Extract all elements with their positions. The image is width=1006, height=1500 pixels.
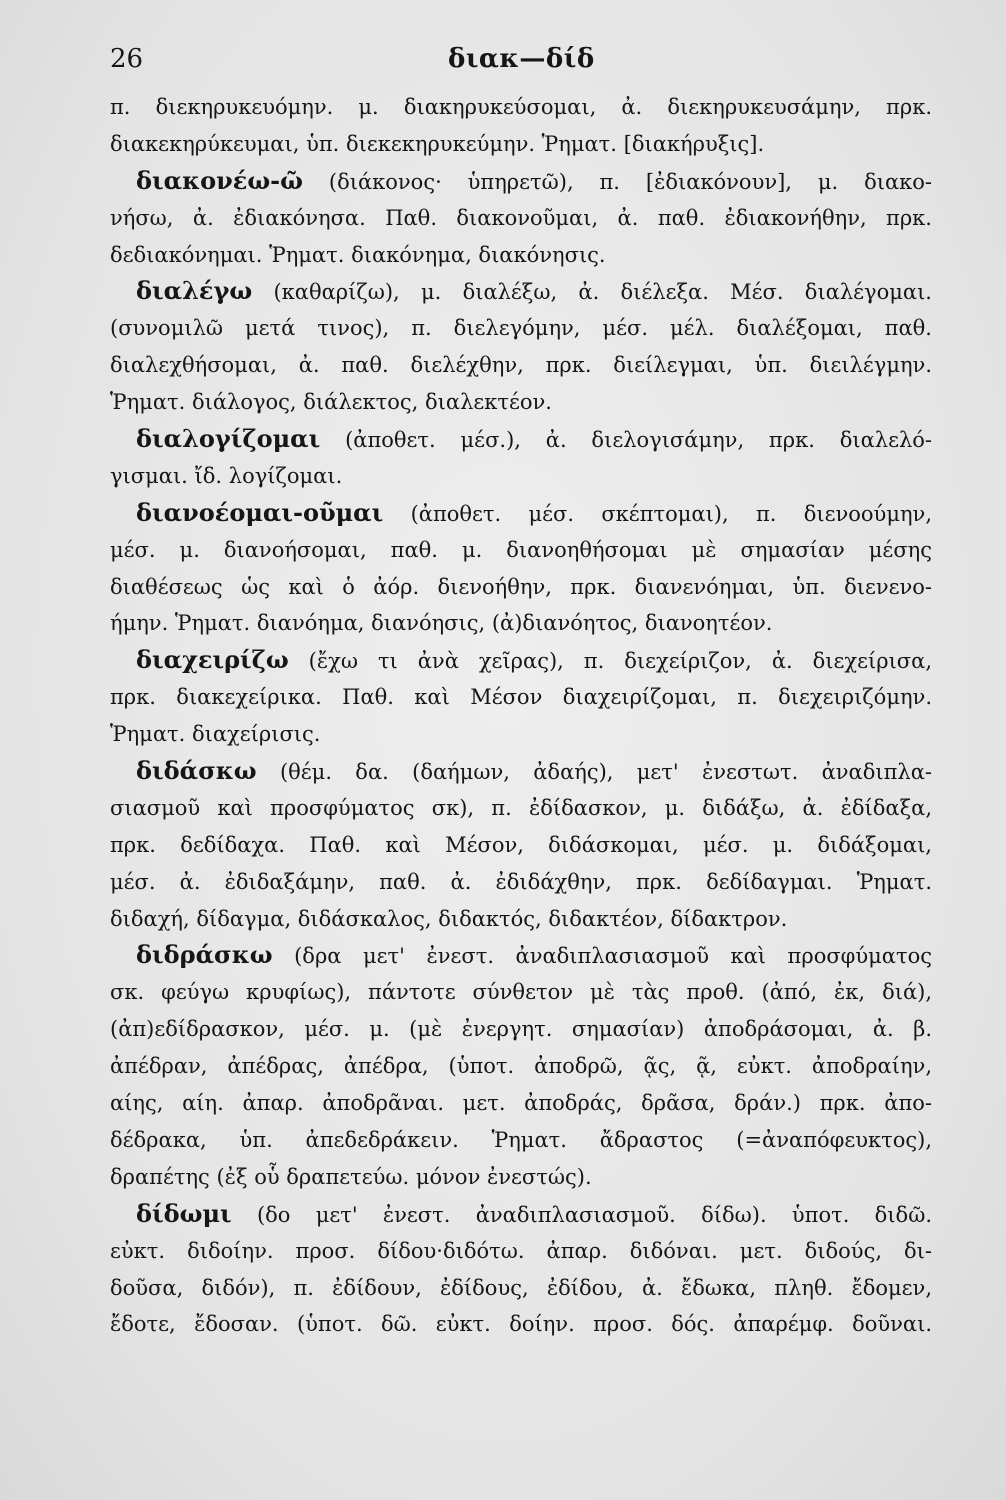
text-line <box>110 532 932 569</box>
line-text: π. διεκηρυκευόμην. μ. διακηρυκεύσομαι, ἀ. διεκηρυκευσάμην, πρκ. <box>110 95 932 119</box>
text-line <box>110 1085 932 1122</box>
entry-headword: διδάσκω <box>136 756 257 786</box>
line-text: πρκ. διακεχείρικα. Παθ. καὶ Μέσον διαχειρίζομαι, π. διεχειριζόμην. <box>110 685 932 710</box>
line-text: διαθέσεως ὡς καὶ ὁ ἀόρ. διενοήθην, πρκ. διανενόημαι, ὑπ. διενενο- <box>110 574 932 599</box>
text-line <box>110 421 932 458</box>
line-text: ἔδοτε, ἔδοσαν. (ὑποτ. δῶ. εὐκτ. δοίην. προσ. δός. ἀπαρέμφ. δοῦναι. <box>110 1312 932 1337</box>
entry-headword: διαλογίζομαι <box>136 424 321 454</box>
line-text: ἀπέδραν, ἀπέδρας, ἀπέδρα, (ὑποτ. ἀποδρῶ, ᾷς, ᾷ, εὐκτ. ἀποδραίην, <box>110 1054 932 1079</box>
dictionary-entries <box>110 89 932 1343</box>
running-head: διακ—δίδ <box>448 44 595 74</box>
line-text: διδαχή, δίδαγμα, διδάσκαλος, διδακτός, διδακτέον, δίδακτρον. <box>110 906 788 931</box>
text-line <box>110 200 932 237</box>
text-line <box>110 89 932 126</box>
entry-headword: δίδωμι <box>136 1198 232 1228</box>
text-line <box>110 569 932 606</box>
text-line <box>110 495 932 532</box>
text-line <box>110 901 932 938</box>
text-line <box>110 163 932 200</box>
line-text: (δρα μετ' ἐνεστ. ἀναδιπλασιασμοῦ καὶ προσφύματος <box>272 944 932 969</box>
text-line <box>110 1159 932 1196</box>
line-text: δοῦσα, διδόν), π. ἐδίδουν, ἐδίδους, ἐδίδου, ἀ. ἔδωκα, πληθ. ἔδομεν, <box>110 1275 932 1300</box>
entry-headword: διανοέομαι-οῦμαι <box>136 497 384 527</box>
text-line <box>110 237 932 274</box>
line-text: σκ. φεύγω κρυφίως), πάντοτε σύνθετον μὲ τὰς προθ. (ἀπό, ἐκ, διά), <box>110 980 932 1005</box>
text-line <box>110 679 932 716</box>
text-line <box>110 1306 932 1343</box>
text-line <box>110 605 932 642</box>
text-line <box>110 1011 932 1048</box>
line-text: (ἀποθετ. μέσ.), ἀ. διελογισάμην, πρκ. διαλελό- <box>320 428 932 453</box>
line-text: Ῥηματ. διάλογος, διάλεκτος, διαλεκτέον. <box>110 390 552 415</box>
line-text: αίης, αίη. ἀπαρ. ἀποδρᾶναι. μετ. ἀποδράς, δρᾶσα, δράν.) πρκ. ἀπο- <box>110 1091 932 1116</box>
line-text: διαλεχθήσομαι, ἀ. παθ. διελέχθην, πρκ. διείλεγμαι, ὑπ. διειλέγμην. <box>110 353 932 378</box>
page-header <box>110 44 930 84</box>
text-line <box>110 458 932 495</box>
line-text: δεδιακόνημαι. Ῥηματ. διακόνημα, διακόνησις. <box>110 242 606 267</box>
entry-headword: διδράσκω <box>136 940 273 970</box>
page-number: 26 <box>110 44 144 74</box>
text-line <box>110 384 932 421</box>
entry-headword: διαλέγω <box>136 276 253 306</box>
line-text: πρκ. δεδίδαχα. Παθ. καὶ Μέσον, διδάσκομαι, μέσ. μ. διδάξομαι, <box>110 832 932 857</box>
line-text: (θέμ. δα. (δαήμων, ἀδαής), μετ' ἐνεστωτ. ἀναδιπλα- <box>256 760 932 785</box>
line-text: διακεκηρύκευμαι, ὑπ. διεκεκηρυκεύμην. Ῥηματ. [διακήρυξις]. <box>110 131 765 156</box>
text-line <box>110 753 932 790</box>
line-text: νήσω, ἀ. ἐδιακόνησα. Παθ. διακονοῦμαι, ἀ. παθ. ἐδιακονήθην, πρκ. <box>110 205 932 230</box>
text-line <box>110 1270 932 1307</box>
line-text: (διάκονος· ὑπηρετῶ), π. [ἐδιακόνουν], μ. διακο- <box>303 169 932 194</box>
line-text: (καθαρίζω), μ. διαλέξω, ἀ. διέλεξα. Μέσ. διαλέγομαι. <box>252 280 932 305</box>
text-line <box>110 790 932 827</box>
line-text: δέδρακα, ὑπ. ἀπεδεδράκειν. Ῥηματ. ἄδραστος (=ἀναπόφευκτος), <box>110 1127 932 1152</box>
text-line <box>110 1048 932 1085</box>
entry-headword: διακονέω-ῶ <box>136 165 303 195</box>
text-line <box>110 1233 932 1270</box>
text-line <box>110 827 932 864</box>
line-text: (συνομιλῶ μετά τινος), π. διελεγόμην, μέσ. μέλ. διαλέξομαι, παθ. <box>110 316 932 341</box>
line-text: δραπέτης (ἐξ οὗ δραπετεύω. μόνον ἐνεστώς). <box>110 1164 592 1189</box>
line-text: (ἀποθετ. μέσ. σκέπτομαι), π. διενοούμην, <box>383 501 932 526</box>
text-line <box>110 347 932 384</box>
text-line <box>110 937 932 974</box>
line-text: εὐκτ. διδοίην. προσ. δίδου·διδότω. ἀπαρ. διδόναι. μετ. διδούς, δι- <box>110 1238 932 1263</box>
line-text: μέσ. μ. διανοήσομαι, παθ. μ. διανοηθήσομαι μὲ σημασίαν μέσης <box>110 537 932 562</box>
text-line <box>110 1196 932 1233</box>
line-text: γισμαι. ἴδ. λογίζομαι. <box>110 463 343 488</box>
line-text: μέσ. ἀ. ἐδιδαξάμην, παθ. ἀ. ἐδιδάχθην, πρκ. δεδίδαγμαι. Ῥηματ. <box>110 869 932 894</box>
line-text: (δο μετ' ἐνεστ. ἀναδιπλασιασμοῦ. δίδω). ὑποτ. διδῶ. <box>231 1202 932 1227</box>
line-text: (ἔχω τι ἀνὰ χεῖρας), π. διεχείριζον, ἀ. διεχείρισα, <box>288 649 932 674</box>
line-text: (ἀπ)εδίδρασκον, μέσ. μ. (μὲ ἐνεργητ. σημασίαν) ἀποδράσομαι, ἀ. β. <box>110 1017 932 1042</box>
line-text: ήμην. Ῥηματ. διανόημα, διανόησις, (ἀ)διανόητος, διανοητέον. <box>110 611 773 636</box>
line-text: Ῥηματ. διαχείρισις. <box>110 722 321 747</box>
entry-headword: διαχειρίζω <box>136 645 289 675</box>
text-line <box>110 642 932 679</box>
text-line <box>110 1122 932 1159</box>
text-line <box>110 273 932 310</box>
text-line <box>110 716 932 753</box>
text-line <box>110 974 932 1011</box>
line-text: σιασμοῦ καὶ προσφύματος σκ), π. ἐδίδασκον, μ. διδάξω, ἀ. ἐδίδαξα, <box>110 795 932 820</box>
text-line <box>110 310 932 347</box>
text-line <box>110 126 932 163</box>
text-line <box>110 864 932 901</box>
